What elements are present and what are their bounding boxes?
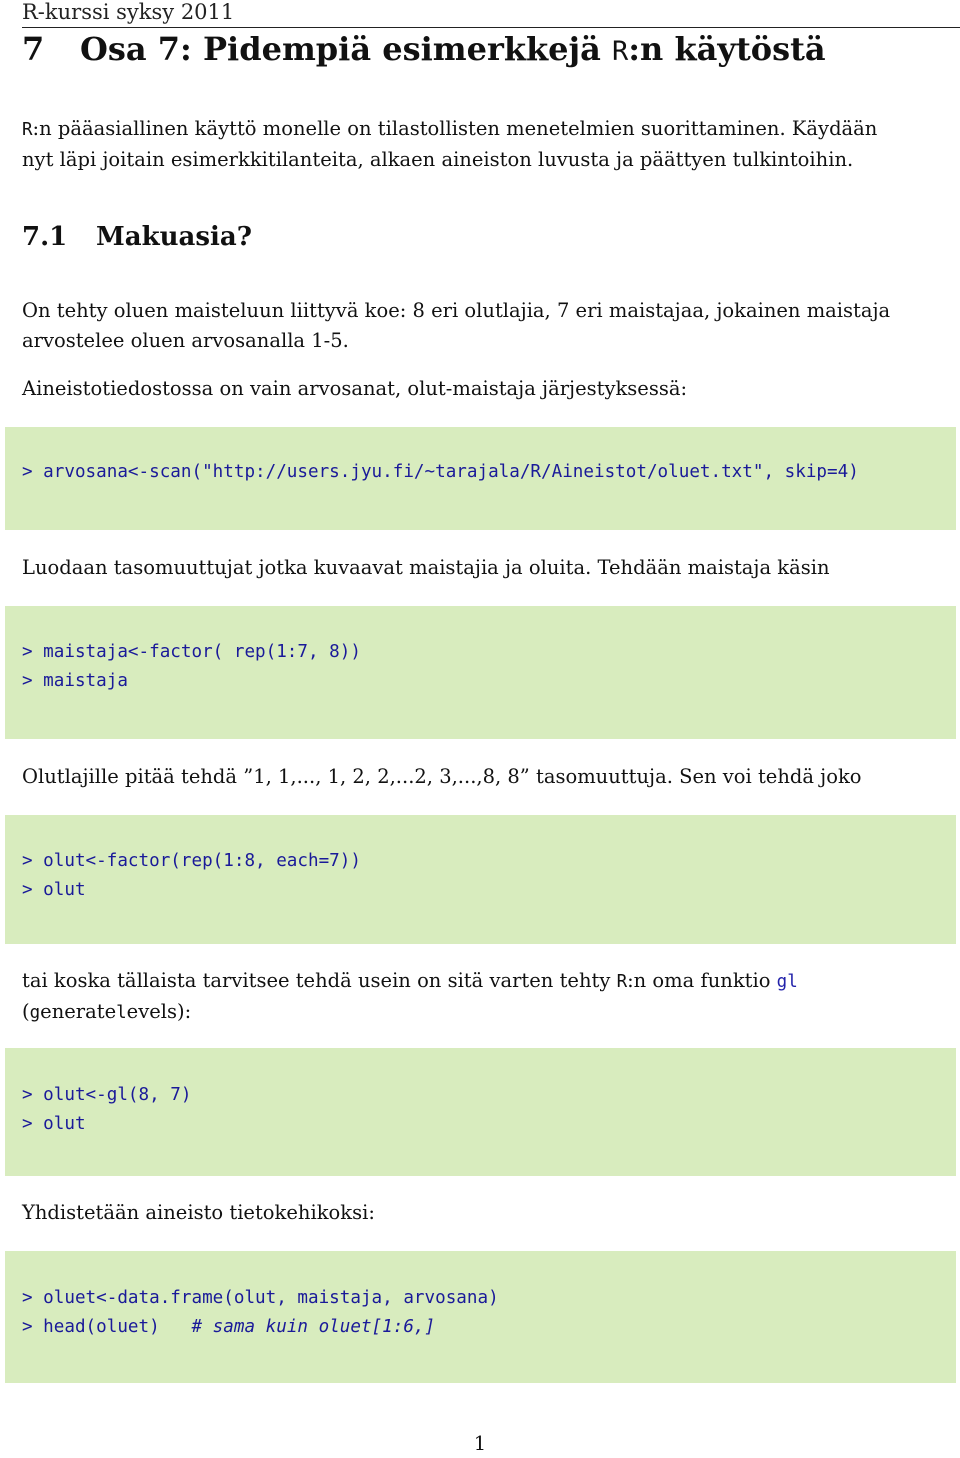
code-line: > olut [22,1114,86,1134]
code-block-1 [5,427,956,530]
section-title [22,30,826,68]
intro-code-r: R [22,120,33,140]
code-block-3 [5,815,956,944]
paragraph-5-text: evels): [126,1000,192,1023]
intro-paragraph [22,114,942,175]
inline-code-g: g [29,1003,41,1023]
inline-code-r: R [616,972,628,992]
paragraph-1-line-2: arvostelee oluen arvosanalla 1-5. [22,329,349,352]
code-line: > olut<-factor(rep(1:8, each=7)) [22,851,361,871]
code-line: > olut<-gl(8, 7) [22,1085,192,1105]
paragraph-2: Aineistotiedostossa on vain arvosanat, olut-maistaja järjestyksessä: [22,377,688,400]
inline-code-gl: gl [776,972,798,992]
code-line: > olut [22,880,86,900]
code-block-2 [5,606,956,739]
code-text: > head(oluet) [22,1317,192,1337]
page-number: 1 [473,1432,487,1455]
subsection-title-text: Makuasia? [96,222,252,252]
code-block-4 [5,1048,956,1176]
section-title-text: Osa 7: Pidempiä esimerkkejä [80,30,612,68]
code-line: > maistaja<-factor( rep(1:7, 8)) [22,642,361,662]
paragraph-5-text: ( [22,1000,30,1023]
paragraph-3: Luodaan tasomuuttujat jotka kuvaavat maistajia ja oluita. Tehdään maistaja käsin [22,556,830,579]
paragraph-1-line-1: On tehty oluen maisteluun liittyvä koe: 8 eri olutlajia, 7 eri maistajaa, jokainen maistaja [22,299,891,322]
code-line: > oluet<-data.frame(olut, maistaja, arvosana) [22,1288,499,1308]
section-title-suffix: :n käytöstä [628,30,826,68]
paragraph-5 [22,966,942,1028]
paragraph-5-text: :n oma funktio [627,969,777,992]
subsection-title [22,222,252,252]
section-number: 7 [22,30,45,68]
paragraph-4: Olutlajille pitää tehdä ”1, 1,..., 1, 2, 2,...2, 3,...,8, 8” tasomuuttuja. Sen voi tehdä joko [22,765,862,788]
paragraph-5-text: tai koska tällaista tarvitsee tehdä usein on sitä varten tehty [22,969,617,992]
intro-line-2: nyt läpi joitain esimerkkitilanteita, alkaen aineiston luvusta ja päättyen tulkintoihin. [22,148,854,171]
paragraph-6: Yhdistetään aineisto tietokehikoksi: [22,1201,375,1224]
paragraph-5-text: enerate [40,1000,117,1023]
subsection-number: 7.1 [22,222,68,252]
paragraph-1 [22,296,942,356]
code-block-5 [5,1251,956,1383]
intro-line-1 [22,114,942,145]
code-line [22,1317,435,1337]
inline-code-l: l [116,1003,127,1023]
running-header: R-kurssi syksy 2011 [22,0,235,24]
code-comment: # sama kuin oluet[1:6,] [191,1317,436,1337]
code-line: > maistaja [22,671,128,691]
intro-line-1-text: :n pääasiallinen käyttö monelle on tilastollisten menetelmien suorittaminen. Käydään [32,117,878,140]
header-rule [22,27,960,28]
section-title-code: R [611,36,629,67]
code-line: > arvosana<-scan("http://users.jyu.fi/~tarajala/R/Aineistot/oluet.txt", skip=4) [22,462,859,482]
